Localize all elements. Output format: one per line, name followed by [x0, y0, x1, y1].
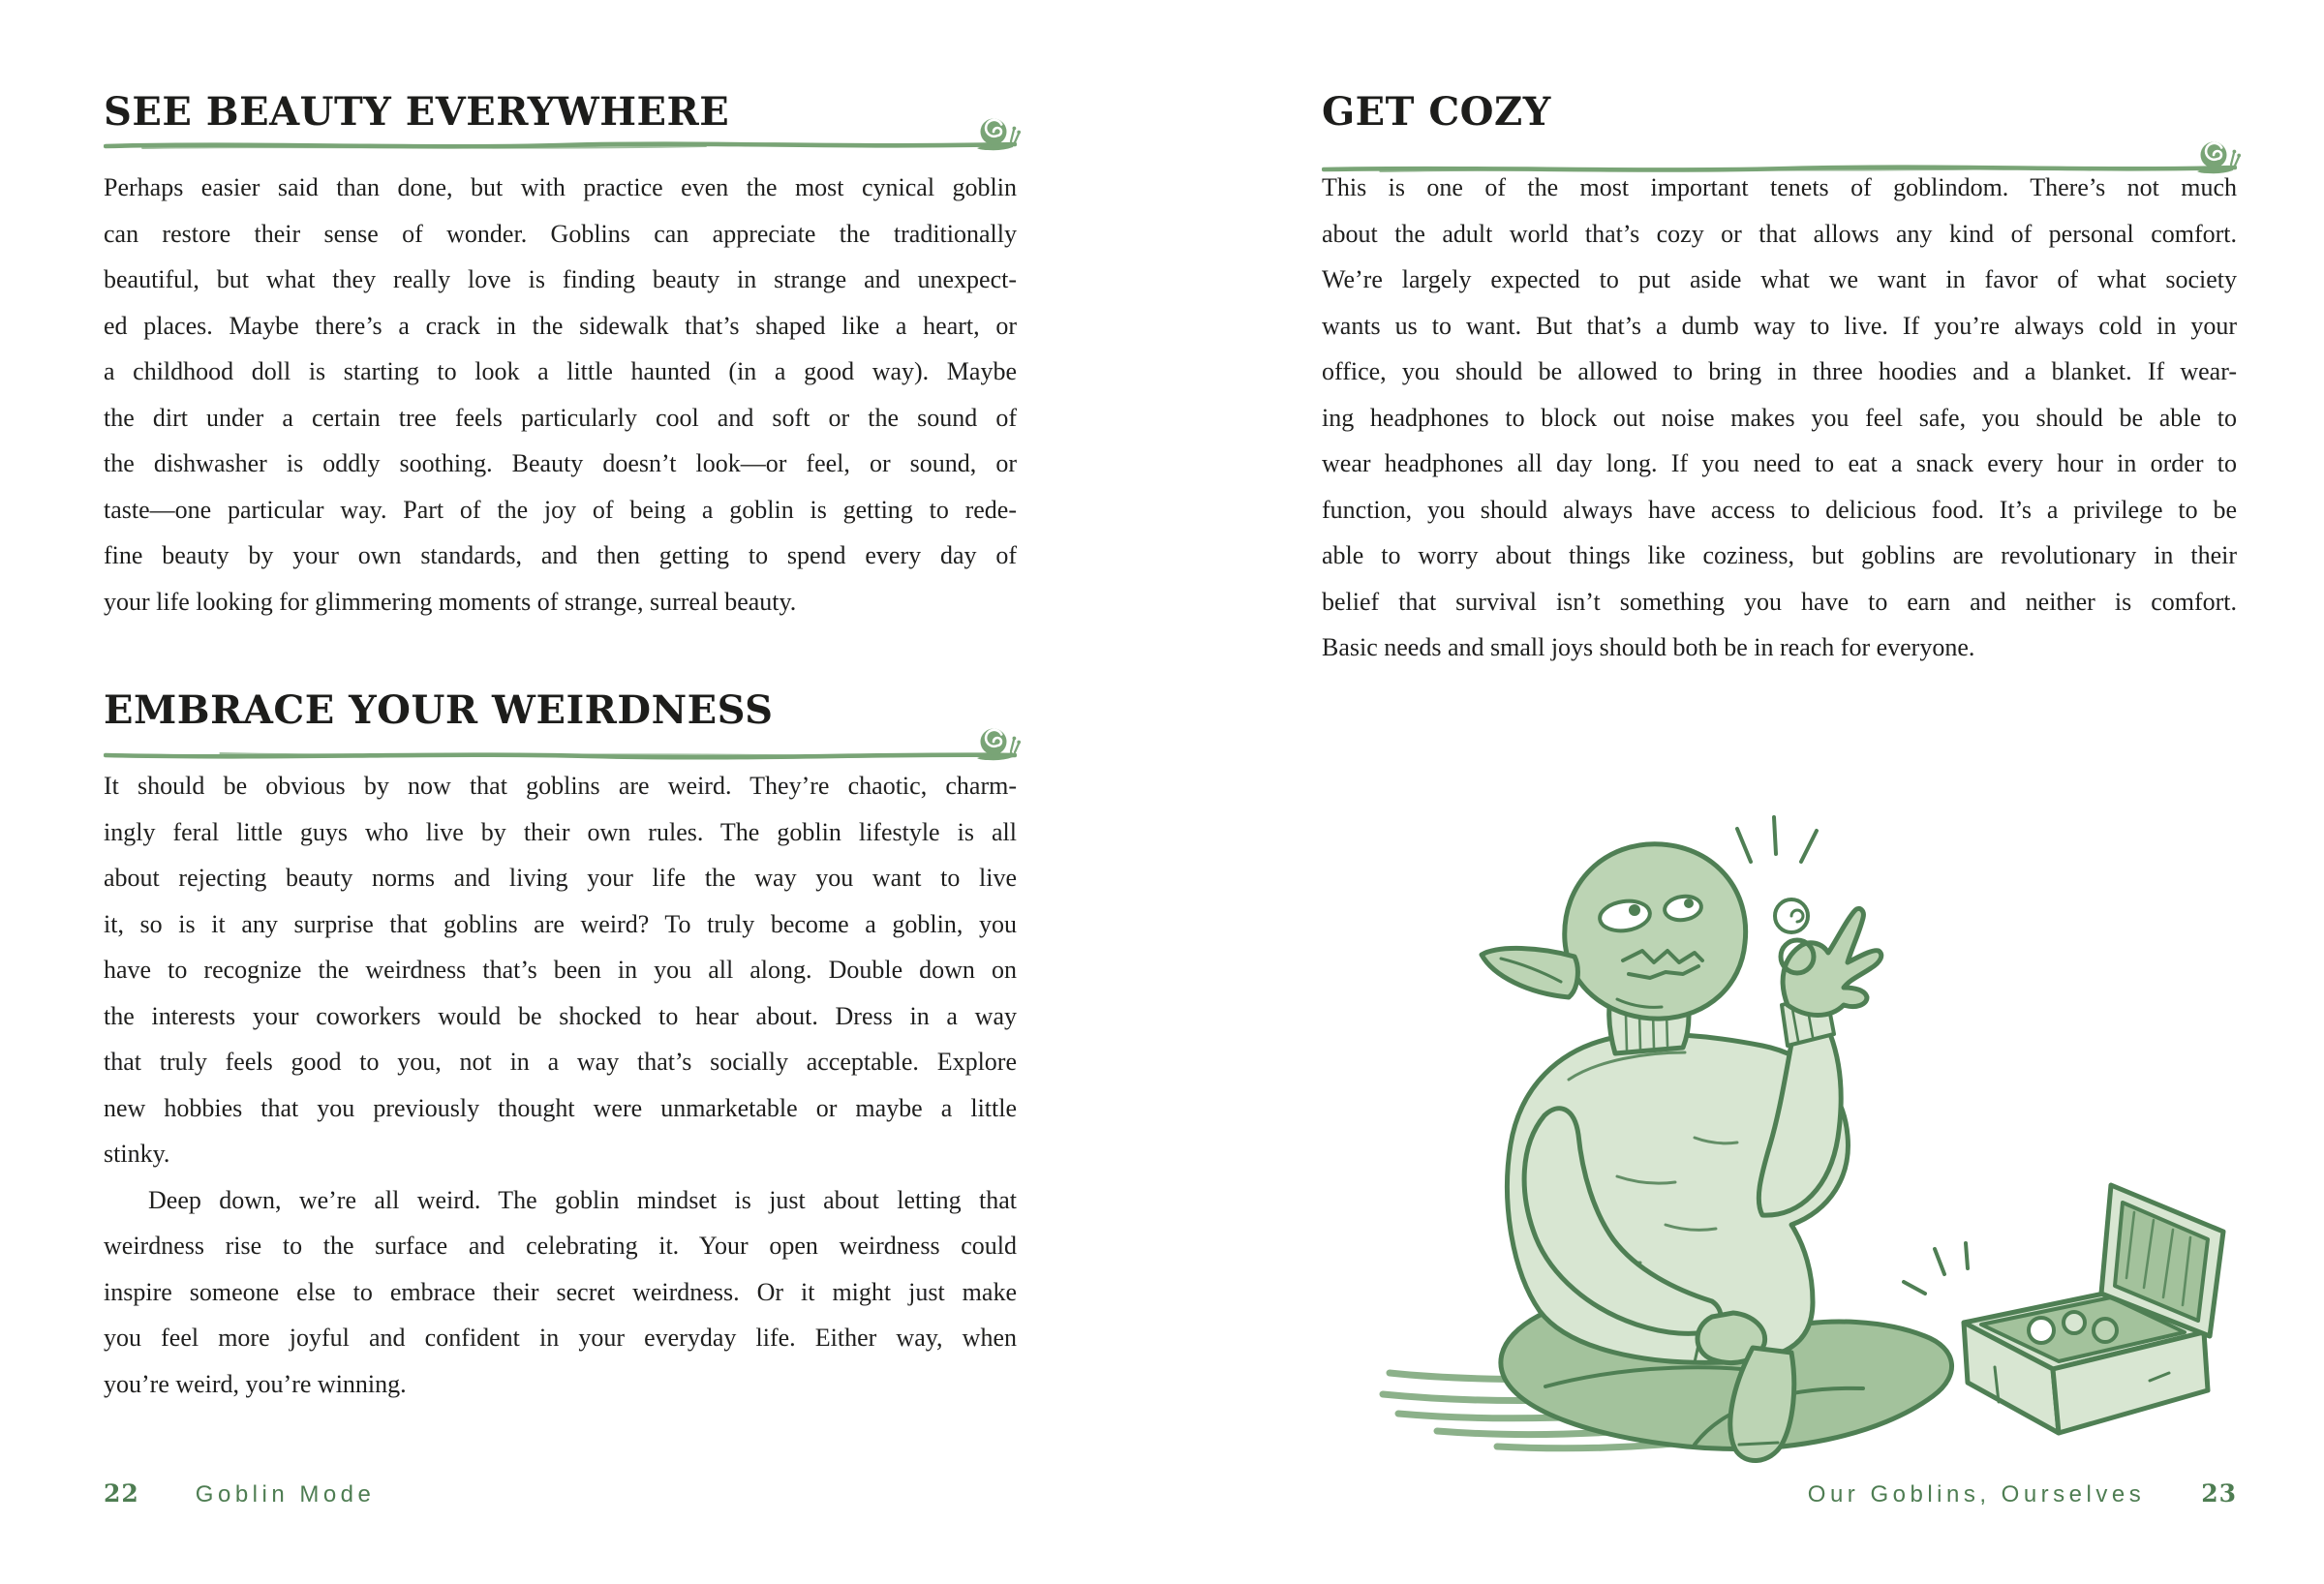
- running-title: Goblin Mode: [195, 1481, 376, 1508]
- text-line: belief that survival isn’t something you have to earn and neither is comfort.: [1322, 587, 2237, 616]
- divider-line: [104, 139, 1017, 151]
- text-line: the dirt under a certain tree feels particularly cool and soft or the sound of: [104, 403, 1017, 432]
- text-line: taste—one particular way. Part of the joy of being a goblin is getting to rede-: [104, 495, 1017, 524]
- running-title: Our Goblins, Ourselves: [1807, 1481, 2146, 1508]
- footer-left: [104, 1479, 1017, 1508]
- text-line: Basic needs and small joys should both be in reach for everyone.: [1322, 633, 1975, 661]
- text-line: it, so is it any surprise that goblins are weird? To truly become a goblin, you: [104, 909, 1017, 938]
- goblin-illustration: [1375, 775, 2227, 1477]
- text-line: Deep down, we’re all weird. The goblin mindset is just about letting that: [148, 1185, 1017, 1214]
- section-divider: [104, 749, 1017, 761]
- text-line: you’re weird, you’re winning.: [104, 1369, 407, 1398]
- text-line: wants us to want. But that’s a dumb way to live. If you’re always cold in your: [1322, 311, 2237, 340]
- text-line: inspire someone else to embrace their secret weirdness. Or it might just make: [104, 1277, 1017, 1306]
- text-line: fine beauty by your own standards, and then getting to spend every day of: [104, 541, 1017, 569]
- goblin-illustration-svg: [1375, 775, 2227, 1472]
- text-line: It should be obvious by now that goblins are weird. They’re chaotic, charm-: [104, 772, 1017, 800]
- text-line: ing headphones to block out noise makes you feel safe, you should be able to: [1322, 403, 2237, 432]
- section-divider: [104, 139, 1017, 151]
- text-line: can restore their sense of wonder. Goblins can appreciate the traditionally: [104, 219, 1017, 248]
- page-number: 23: [2201, 1479, 2237, 1508]
- page-number: 22: [104, 1479, 139, 1508]
- heading-embrace-your-weirdness: EMBRACE YOUR WEIRDNESS: [104, 687, 774, 733]
- footer-right: [1322, 1479, 2237, 1508]
- text-line: wear headphones all day long. If you need to eat a snack every hour in order to: [1322, 449, 2237, 477]
- text-line: ingly feral little guys who live by their own rules. The goblin lifestyle is all: [104, 817, 1017, 846]
- text-line: This is one of the most important tenets of goblindom. There’s not much: [1322, 173, 2237, 201]
- text-line: the interests your coworkers would be shocked to hear about. Dress in a way: [104, 1001, 1017, 1030]
- text-line: have to recognize the weirdness that’s been in you all along. Double down on: [104, 956, 1017, 984]
- text-line: that truly feels good to you, not in a way that’s socially acceptable. Explore: [104, 1048, 1017, 1076]
- text-line: able to worry about things like coziness, but goblins are revolutionary in their: [1322, 541, 2237, 569]
- snail-icon: [974, 725, 1021, 762]
- text-line: We’re largely expected to put aside what we want in favor of what society: [1322, 265, 2237, 293]
- text-line: about the adult world that’s cozy or that allows any kind of personal comfort.: [1322, 219, 2237, 248]
- text-line: office, you should be allowed to bring in three hoodies and a blanket. If wear-: [1322, 357, 2237, 385]
- text-line: weirdness rise to the surface and celebrating it. Your open weirdness could: [104, 1232, 1017, 1260]
- paragraph-embrace-2: [104, 1177, 1017, 1408]
- text-line: function, you should always have access to delicious food. It’s a privilege to be: [1322, 495, 2237, 524]
- divider-line: [104, 749, 1017, 761]
- heading-see-beauty-everywhere: SEE BEAUTY EVERYWHERE: [104, 89, 730, 135]
- paragraph-see-beauty: [104, 165, 1017, 624]
- paragraph-get-cozy: [1322, 165, 2237, 671]
- snail-icon: [974, 115, 1021, 152]
- paragraph-embrace-1: [104, 763, 1017, 1177]
- text-line: beautiful, but what they really love is finding beauty in strange and unexpect-: [104, 265, 1017, 293]
- text-line: ed places. Maybe there’s a crack in the sidewalk that’s shaped like a heart, or: [104, 311, 1017, 340]
- text-line: you feel more joyful and confident in your everyday life. Either way, when: [104, 1324, 1017, 1352]
- text-line: the dishwasher is oddly soothing. Beauty doesn’t look—or feel, or sound, or: [104, 449, 1017, 477]
- text-line: new hobbies that you previously thought were unmarketable or maybe a little: [104, 1093, 1017, 1122]
- section-embrace-body: [104, 763, 1017, 1407]
- text-line: Perhaps easier said than done, but with practice even the most cynical goblin: [104, 173, 1017, 201]
- text-line: a childhood doll is starting to look a little haunted (in a good way). Maybe: [104, 357, 1017, 385]
- text-line: about rejecting beauty norms and living your life the way you want to live: [104, 864, 1017, 892]
- text-line: stinky.: [104, 1140, 170, 1168]
- text-line: your life looking for glimmering moments of strange, surreal beauty.: [104, 587, 797, 616]
- heading-get-cozy: GET COZY: [1322, 89, 1551, 135]
